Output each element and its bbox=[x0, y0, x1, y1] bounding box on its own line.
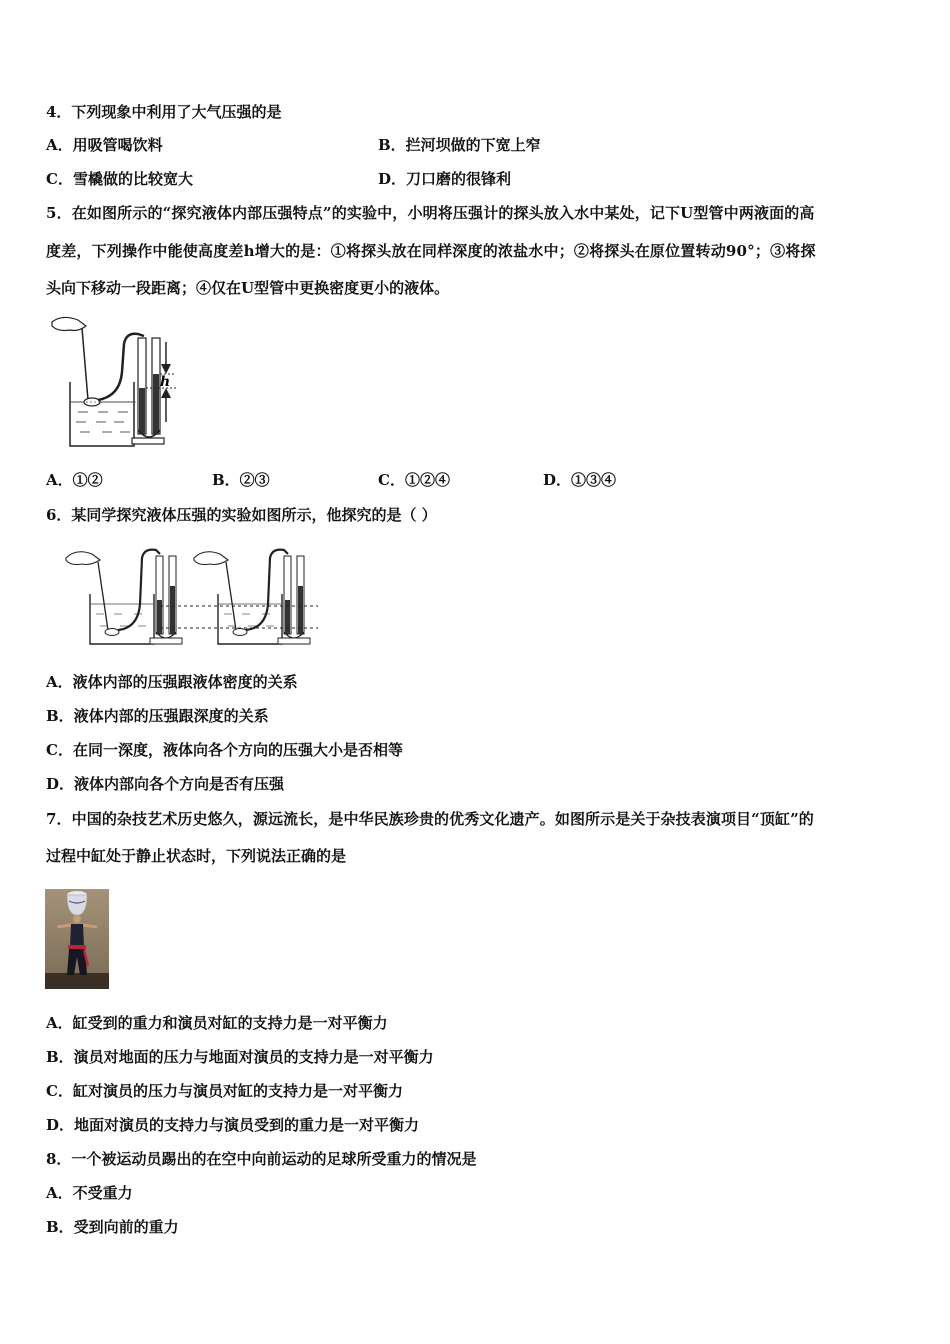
q7-option-c: C．缸对演员的压力与演员对缸的支持力是一对平衡力 bbox=[46, 1082, 403, 1100]
q5-option-a: A．①② bbox=[46, 471, 103, 489]
q6-option-d: D．液体内部向各个方向是否有压强 bbox=[46, 775, 285, 793]
q8-stem: 8．一个被运动员踢出的在空中向前运动的足球所受重力的情况是 bbox=[46, 1150, 477, 1168]
q7-stem-line2: 过程中缸处于静止状态时，下列说法正确的是 bbox=[46, 847, 347, 865]
q4-option-a: A．用吸管喝饮料 bbox=[46, 136, 163, 154]
q7-stem-line1: 7．中国的杂技艺术历史悠久，源远流长，是中华民族珍贵的优秀文化遗产。如图所示是关于杂技表演项目“顶缸”的 bbox=[46, 810, 814, 828]
q6-option-a: A．液体内部的压强跟液体密度的关系 bbox=[46, 673, 298, 691]
q5-option-b: B．②③ bbox=[212, 471, 270, 489]
q6-experiment-figure bbox=[60, 544, 322, 648]
q7-option-a: A．缸受到的重力和演员对缸的支持力是一对平衡力 bbox=[46, 1014, 388, 1032]
q6-option-b: B．液体内部的压强跟深度的关系 bbox=[46, 707, 269, 725]
q5-stem-line1: 5．在如图所示的“探究液体内部压强特点”的实验中，小明将压强计的探头放入水中某处，记下U型管中两液面的高 bbox=[46, 204, 815, 222]
q5-stem-line3: 头向下移动一段距离；④仅在U型管中更换密度更小的液体。 bbox=[46, 279, 450, 297]
q7-acrobat-photo bbox=[45, 889, 109, 989]
q8-option-a: A．不受重力 bbox=[46, 1184, 133, 1202]
q7-option-d: D．地面对演员的支持力与演员受到的重力是一对平衡力 bbox=[46, 1116, 420, 1134]
q4-option-c: C．雪橇做的比较宽大 bbox=[46, 170, 193, 188]
q7-option-b: B．演员对地面的压力与地面对演员的支持力是一对平衡力 bbox=[46, 1048, 434, 1066]
q5-pressure-gauge-figure bbox=[48, 312, 198, 452]
q4-stem: 4．下列现象中利用了大气压强的是 bbox=[46, 103, 282, 121]
q6-stem: 6．某同学探究液体压强的实验如图所示，他探究的是（ ） bbox=[46, 506, 437, 524]
q8-option-b: B．受到向前的重力 bbox=[46, 1218, 179, 1236]
q4-option-d: D．刀口磨的很锋利 bbox=[378, 170, 512, 188]
q5-stem-line2: 度差，下列操作中能使高度差h增大的是：①将探头放在同样深度的浓盐水中；②将探头在原位置转动90°；③将探 bbox=[46, 242, 816, 260]
q5-h-label: h bbox=[160, 374, 171, 390]
q5-option-d: D．①③④ bbox=[543, 471, 617, 489]
q5-option-c: C．①②④ bbox=[378, 471, 450, 489]
q4-option-b: B．拦河坝做的下宽上窄 bbox=[378, 136, 541, 154]
q6-option-c: C．在同一深度，液体向各个方向的压强大小是否相等 bbox=[46, 741, 403, 759]
